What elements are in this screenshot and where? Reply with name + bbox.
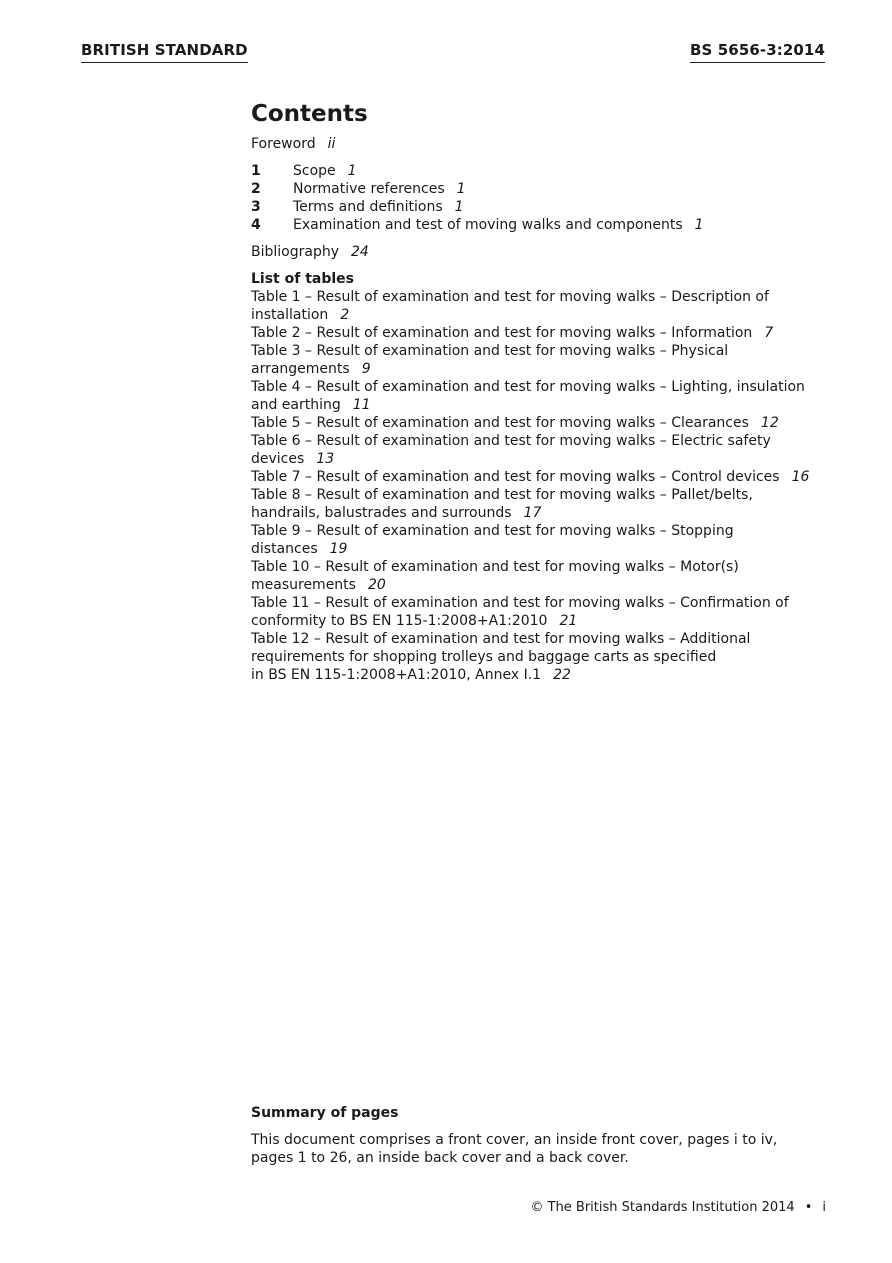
toc-table-entry-text: requirements for shopping trolleys and baggage carts as specified — [251, 649, 717, 665]
toc-table-entry-text: Table 8 – Result of examination and test for moving walks – Pallet/belts, — [251, 487, 753, 503]
copyright-notice: © The British Standards Institution 2014 — [530, 1200, 795, 1215]
toc-table-entry-line — [251, 486, 831, 504]
toc-table-entry[interactable] — [251, 522, 831, 558]
toc-clause[interactable] — [251, 180, 831, 198]
contents-title: Contents — [251, 101, 368, 127]
toc-table-entry-text: Table 11 – Result of examination and test for moving walks – Confirmation of — [251, 595, 789, 611]
toc-table-entry-text: conformity to BS EN 115-1:2008+A1:2010 — [251, 613, 548, 629]
toc-clause[interactable] — [251, 162, 831, 180]
toc-table-entry-line — [251, 378, 831, 396]
toc-bibliography-page: 24 — [351, 244, 369, 260]
toc-table-entry-line — [251, 522, 831, 540]
toc-table-entry-text: Table 9 – Result of examination and test for moving walks – Stopping — [251, 523, 734, 539]
toc-table-entry-text: and earthing — [251, 397, 341, 413]
toc-foreword-label: Foreword — [251, 136, 316, 152]
toc-clause-label: Terms and definitions — [293, 199, 443, 215]
toc-bibliography[interactable] — [251, 243, 831, 261]
list-of-tables — [251, 288, 831, 684]
summary-line: This document comprises a front cover, an inside front cover, pages i to iv, — [251, 1132, 778, 1148]
toc-table-entry[interactable] — [251, 414, 831, 432]
toc-table-entry[interactable] — [251, 432, 831, 468]
toc-clause-number: 1 — [251, 163, 261, 179]
toc-clause-number: 2 — [251, 181, 261, 197]
toc-clause[interactable] — [251, 198, 831, 216]
toc-table-entry-text: Table 3 – Result of examination and test for moving walks – Physical — [251, 343, 729, 359]
toc-table-entry-page: 21 — [559, 613, 578, 629]
summary-section — [251, 1104, 831, 1167]
toc-table-entry-page: 22 — [553, 667, 571, 683]
toc-table-entry-line — [251, 540, 831, 558]
toc-table-entry-text: handrails, balustrades and surrounds — [251, 505, 512, 521]
toc-table-entry-text: installation — [251, 307, 329, 323]
toc-foreword-page: ii — [327, 136, 336, 152]
toc-table-entry-line — [251, 306, 831, 324]
toc-clause-page: 1 — [694, 217, 704, 233]
page-footer — [530, 1199, 826, 1217]
toc-table-entry-line — [251, 630, 831, 648]
toc-table-entry-line — [251, 558, 831, 576]
toc-table-entry[interactable] — [251, 342, 831, 378]
toc-table-entry-page: 19 — [329, 541, 348, 557]
toc-bibliography-label: Bibliography — [251, 244, 339, 260]
toc-table-entry-text: Table 1 – Result of examination and test for moving walks – Description of — [251, 289, 769, 305]
toc-clause-number: 3 — [251, 199, 261, 215]
toc-table-entry-line — [251, 594, 831, 612]
toc-table-entry-text: Table 12 – Result of examination and test for moving walks – Additional — [251, 631, 751, 647]
toc-table-entry-page: 11 — [352, 397, 371, 413]
toc-clause-page: 1 — [456, 181, 466, 197]
toc-table-entry-text: distances — [251, 541, 318, 557]
toc-table-entry-page: 17 — [523, 505, 542, 521]
toc-table-entry[interactable] — [251, 594, 831, 630]
toc-table-entry-page: 13 — [316, 451, 335, 467]
summary-title: Summary of pages — [251, 1105, 399, 1121]
toc-table-entry-line — [251, 504, 831, 522]
toc-table-entry-line — [251, 450, 831, 468]
header-standard-number: BS 5656-3:2014 — [690, 40, 825, 63]
toc-table-entry[interactable] — [251, 558, 831, 594]
toc-clause-number: 4 — [251, 217, 261, 233]
toc-table-entry[interactable] — [251, 378, 831, 414]
toc-table-entry-page: 2 — [340, 307, 350, 323]
toc-clause-label: Examination and test of moving walks and components — [293, 217, 683, 233]
toc-table-entry-text: Table 10 – Result of examination and test for moving walks – Motor(s) — [251, 559, 739, 575]
toc-foreword[interactable] — [251, 135, 831, 153]
list-of-tables-title: List of tables — [251, 271, 354, 287]
toc-table-entry-line — [251, 324, 831, 342]
toc-table-entry-line — [251, 666, 831, 684]
toc-table-entry[interactable] — [251, 486, 831, 522]
toc-table-entry-text: devices — [251, 451, 305, 467]
toc-clauses — [251, 162, 831, 234]
toc-table-entry-line — [251, 648, 831, 666]
toc-table-entry-line — [251, 342, 831, 360]
toc-table-entry-text: in BS EN 115-1:2008+A1:2010, Annex I.1 — [251, 667, 542, 683]
toc-table-entry-text: Table 5 – Result of examination and test for moving walks – Clearances — [251, 415, 749, 431]
toc-table-entry-text: measurements — [251, 577, 356, 593]
footer-bullet: • — [804, 1200, 813, 1215]
header-standard-label: BRITISH STANDARD — [81, 40, 248, 63]
summary-text — [251, 1131, 831, 1167]
toc-table-entry-line — [251, 396, 831, 414]
toc-table-entry-text: arrangements — [251, 361, 350, 377]
toc-table-entry[interactable] — [251, 288, 831, 324]
toc-table-entry-page: 12 — [760, 415, 779, 431]
toc-table-entry-line — [251, 432, 831, 450]
toc-clause[interactable] — [251, 216, 831, 234]
toc-table-entry-line — [251, 414, 831, 432]
toc-clause-page: 1 — [347, 163, 357, 179]
toc-table-entry[interactable] — [251, 324, 831, 342]
toc-table-entry[interactable] — [251, 468, 831, 486]
toc-table-entry-text: Table 6 – Result of examination and test for moving walks – Electric safety — [251, 433, 771, 449]
contents-section — [251, 99, 831, 684]
toc-table-entry-line — [251, 288, 831, 306]
toc-table-entry-page: 9 — [361, 361, 371, 377]
toc-clause-page: 1 — [454, 199, 464, 215]
toc-table-entry-text: Table 7 – Result of examination and test for moving walks – Control devices — [251, 469, 780, 485]
toc-table-entry[interactable] — [251, 630, 831, 684]
toc-table-entry-line — [251, 360, 831, 378]
toc-table-entry-page: 16 — [791, 469, 810, 485]
toc-table-entry-line — [251, 576, 831, 594]
summary-line: pages 1 to 26, an inside back cover and a back cover. — [251, 1150, 629, 1166]
page-number: i — [822, 1200, 826, 1215]
toc-table-entry-line — [251, 612, 831, 630]
toc-table-entry-page: 20 — [367, 577, 386, 593]
toc-table-entry-page: 7 — [764, 325, 774, 341]
toc-table-entry-text: Table 2 – Result of examination and test for moving walks – Information — [251, 325, 753, 341]
toc-clause-label: Normative references — [293, 181, 445, 197]
toc-table-entry-text: Table 4 – Result of examination and test for moving walks – Lighting, insulation — [251, 379, 805, 395]
toc-clause-label: Scope — [293, 163, 336, 179]
toc-table-entry-line — [251, 468, 831, 486]
